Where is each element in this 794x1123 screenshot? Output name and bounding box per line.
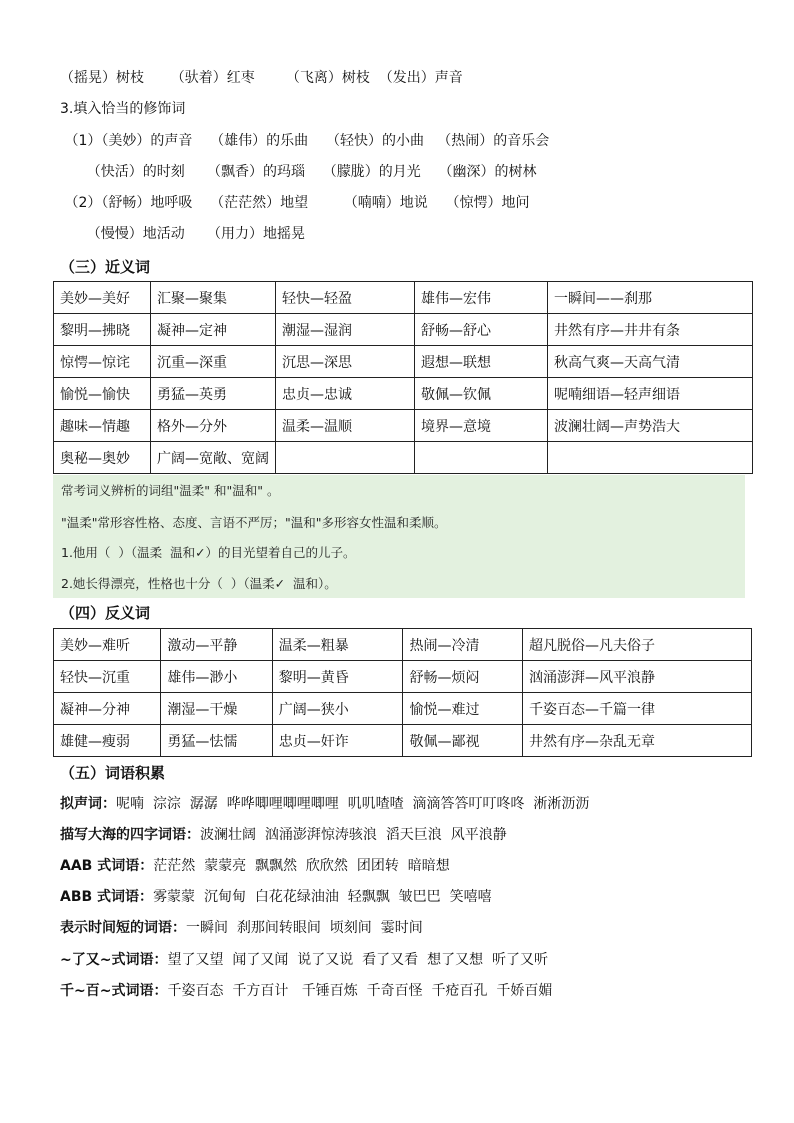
table-cell: 凝神—定神 bbox=[151, 314, 276, 346]
table-cell: 热闹—冷清 bbox=[403, 629, 523, 661]
table-cell: 勇猛—怯懦 bbox=[161, 725, 272, 757]
table-cell: 趣味—情趣 bbox=[54, 410, 151, 442]
table-cell: 舒畅—舒心 bbox=[415, 314, 548, 346]
accumulation-label: 千~百~式词语： bbox=[60, 983, 168, 999]
accumulation-label: 表示时间短的词语： bbox=[60, 920, 186, 936]
table-cell: 沉重—深重 bbox=[151, 346, 276, 378]
table-cell: 广阔—狭小 bbox=[272, 693, 403, 725]
accumulation-item bbox=[60, 825, 507, 845]
table-cell: 美妙—美好 bbox=[54, 282, 151, 314]
table-cell: 雄伟—渺小 bbox=[161, 661, 272, 693]
table-cell: 千姿百态—千篇一律 bbox=[523, 693, 752, 725]
table-cell: 愉悦—难过 bbox=[403, 693, 523, 725]
note-line: 常考词义辨析的词组"温柔" 和"温和" 。 bbox=[61, 483, 280, 498]
table-cell: 雄伟—宏伟 bbox=[415, 282, 548, 314]
table-cell: 美妙—难听 bbox=[54, 629, 161, 661]
accumulation-label: AAB 式词语： bbox=[60, 858, 154, 874]
table-row bbox=[54, 629, 752, 661]
table-cell: 勇猛—英勇 bbox=[151, 378, 276, 410]
table-cell: 敬佩—鄙视 bbox=[403, 725, 523, 757]
note-line: 2.她长得漂亮，性格也十分（ ）（温柔✓ 温和）。 bbox=[61, 576, 337, 591]
section-heading-synonyms: （三）近义词 bbox=[60, 258, 151, 276]
accumulation-item bbox=[60, 856, 450, 876]
table-cell: 轻快—轻盈 bbox=[276, 282, 415, 314]
accumulation-item bbox=[60, 981, 552, 1001]
antonyms-table bbox=[53, 628, 752, 757]
table-cell: 一瞬间——刹那 bbox=[548, 282, 753, 314]
table-cell: 凝神—分神 bbox=[54, 693, 161, 725]
accumulation-label: ABB 式词语： bbox=[60, 889, 154, 905]
table-cell: 广阔—宽敞、宽阔 bbox=[151, 442, 276, 474]
table-cell: 潮湿—干燥 bbox=[161, 693, 272, 725]
table-cell: 超凡脱俗—凡夫俗子 bbox=[523, 629, 752, 661]
accumulation-item bbox=[60, 887, 492, 907]
table-cell bbox=[548, 442, 753, 474]
accumulation-text: 波澜壮阔 汹涌澎湃惊涛骇浪 滔天巨浪 风平浪静 bbox=[200, 827, 507, 843]
table-cell bbox=[415, 442, 548, 474]
table-cell: 敬佩—钦佩 bbox=[415, 378, 548, 410]
table-cell: 奥秘—奥妙 bbox=[54, 442, 151, 474]
table-cell: 激动—平静 bbox=[161, 629, 272, 661]
note-line: "温柔"常形容性格、态度、言语不严厉；"温和"多形容女性温和柔顺。 bbox=[61, 515, 447, 530]
table-row bbox=[54, 282, 753, 314]
accumulation-text: 呢喃 淙淙 潺潺 哗哗唧哩唧哩唧哩 叽叽喳喳 滴滴答答叮叮咚咚 淅淅沥沥 bbox=[116, 796, 590, 812]
text-line: （慢慢）地活动 （用力）地摇晃 bbox=[60, 226, 305, 242]
table-cell: 秋高气爽—天高气清 bbox=[548, 346, 753, 378]
table-cell: 汇聚—聚集 bbox=[151, 282, 276, 314]
table-cell: 忠贞—奸诈 bbox=[272, 725, 403, 757]
text-line: （摇晃）树枝 （驮着）红枣 （飞离）树枝 （发出）声音 bbox=[60, 70, 463, 86]
table-cell: 忠贞—忠诚 bbox=[276, 378, 415, 410]
table-cell: 雄健—瘦弱 bbox=[54, 725, 161, 757]
text-line: 3.填入恰当的修饰词 bbox=[60, 101, 186, 117]
table-row bbox=[54, 725, 752, 757]
text-line: （2）（舒畅）地呼吸 （茫茫然）地望 （喃喃）地说 （惊愕）地问 bbox=[60, 195, 530, 211]
table-cell bbox=[276, 442, 415, 474]
table-row bbox=[54, 314, 753, 346]
table-cell: 黎明—拂晓 bbox=[54, 314, 151, 346]
table-cell: 温柔—温顺 bbox=[276, 410, 415, 442]
table-cell: 舒畅—烦闷 bbox=[403, 661, 523, 693]
table-row bbox=[54, 693, 752, 725]
table-cell: 愉悦—愉快 bbox=[54, 378, 151, 410]
table-cell: 黎明—黄昏 bbox=[272, 661, 403, 693]
note-line: 1.他用（ ）（温柔 温和✓）的目光望着自己的儿子。 bbox=[61, 545, 356, 560]
accumulation-text: 望了又望 闻了又闻 说了又说 看了又看 想了又想 听了又听 bbox=[167, 952, 548, 968]
table-cell: 潮湿—湿润 bbox=[276, 314, 415, 346]
accumulation-item bbox=[60, 950, 548, 970]
accumulation-label: ~了又~式词语： bbox=[60, 952, 168, 968]
note-box bbox=[53, 475, 745, 598]
table-row bbox=[54, 410, 753, 442]
section-heading-accumulation: （五）词语积累 bbox=[60, 764, 166, 782]
accumulation-text: 雾蒙蒙 沉甸甸 白花花绿油油 轻飘飘 皱巴巴 笑嘻嘻 bbox=[153, 889, 492, 905]
accumulation-item bbox=[60, 918, 423, 938]
table-row bbox=[54, 442, 753, 474]
table-row bbox=[54, 378, 753, 410]
table-cell: 格外—分外 bbox=[151, 410, 276, 442]
table-cell: 波澜壮阔—声势浩大 bbox=[548, 410, 753, 442]
accumulation-label: 拟声词： bbox=[60, 796, 116, 812]
table-cell: 温柔—粗暴 bbox=[272, 629, 403, 661]
table-cell: 惊愕—惊诧 bbox=[54, 346, 151, 378]
accumulation-text: 一瞬间 刹那间转眼间 顷刻间 霎时间 bbox=[186, 920, 423, 936]
table-cell: 呢喃细语—轻声细语 bbox=[548, 378, 753, 410]
table-cell: 轻快—沉重 bbox=[54, 661, 161, 693]
table-cell: 遐想—联想 bbox=[415, 346, 548, 378]
accumulation-text: 茫茫然 蒙蒙亮 飘飘然 欣欣然 团团转 暗暗想 bbox=[153, 858, 450, 874]
table-row bbox=[54, 346, 753, 378]
synonyms-table bbox=[53, 281, 753, 474]
section-heading-antonyms: （四）反义词 bbox=[60, 604, 151, 622]
text-line: （快活）的时刻 （飘香）的玛瑙 （朦胧）的月光 （幽深）的树林 bbox=[60, 164, 537, 180]
table-row bbox=[54, 661, 752, 693]
accumulation-label: 描写大海的四字词语： bbox=[60, 827, 200, 843]
table-cell: 井然有序—井井有条 bbox=[548, 314, 753, 346]
table-cell: 井然有序—杂乱无章 bbox=[523, 725, 752, 757]
table-cell: 境界—意境 bbox=[415, 410, 548, 442]
text-line: （1）（美妙）的声音 （雄伟）的乐曲 （轻快）的小曲 （热闹）的音乐会 bbox=[60, 133, 550, 149]
accumulation-item bbox=[60, 794, 589, 814]
accumulation-text: 千姿百态 千方百计 千锤百炼 千奇百怪 千疮百孔 千娇百媚 bbox=[167, 983, 553, 999]
table-cell: 汹涌澎湃—风平浪静 bbox=[523, 661, 752, 693]
table-cell: 沉思—深思 bbox=[276, 346, 415, 378]
